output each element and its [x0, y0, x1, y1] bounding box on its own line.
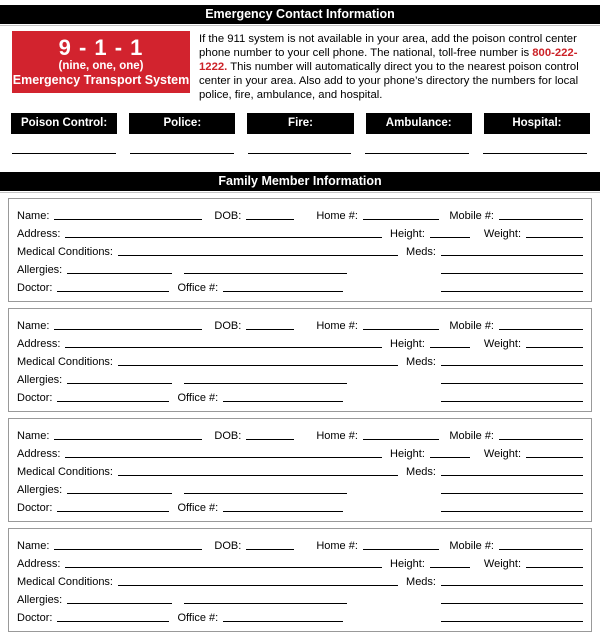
- allergies-continued-line[interactable]: [184, 603, 347, 604]
- meds-label: Meds:: [406, 246, 436, 258]
- address-row: [17, 442, 583, 460]
- medical-conditions-field-line[interactable]: [118, 255, 398, 256]
- home-phone-label: Home #:: [316, 210, 358, 222]
- doctor-label: Doctor:: [17, 392, 53, 404]
- meds-field-line[interactable]: [441, 365, 583, 366]
- mobile-phone-field-line[interactable]: [499, 219, 583, 220]
- height-label: Height:: [390, 558, 425, 570]
- meds-continued-line-2[interactable]: [441, 291, 583, 292]
- intro-section: [12, 31, 589, 102]
- allergies-field-line[interactable]: [67, 603, 172, 604]
- instructions-text-after: This number will automatically direct you to the nearest poison control center in your area. Also add to your phone’s directory the numbers for local police, fire, ambulance, and hospital.: [199, 61, 579, 101]
- 911-emergency-box: [12, 31, 190, 93]
- mobile-phone-field-line[interactable]: [499, 439, 583, 440]
- allergies-row: [17, 588, 583, 606]
- ambulance-number-line[interactable]: [365, 134, 469, 154]
- medical-conditions-field-line[interactable]: [118, 365, 398, 366]
- meds-field-line[interactable]: [441, 585, 583, 586]
- name-label: Name:: [17, 210, 50, 222]
- emergency-contacts-blank-lines: [12, 134, 587, 154]
- fire-label-box: Fire:: [247, 113, 353, 134]
- emergency-contact-header-title: Emergency Contact Information: [205, 7, 395, 21]
- instructions-text-before: If the 911 system is not available in your area, add the poison control center phone number to your cell phone. The national, toll-free number is: [199, 33, 577, 59]
- medical-conditions-label: Medical Conditions:: [17, 356, 113, 368]
- office-phone-field-line[interactable]: [223, 291, 343, 292]
- home-phone-label: Home #:: [316, 540, 358, 552]
- home-phone-field-line[interactable]: [363, 219, 439, 220]
- dob-field-line[interactable]: [246, 329, 294, 330]
- address-row: [17, 332, 583, 350]
- allergies-label: Allergies:: [17, 374, 63, 386]
- weight-field-line[interactable]: [526, 457, 583, 458]
- medical-conditions-label: Medical Conditions:: [17, 466, 113, 478]
- meds-label: Meds:: [406, 576, 436, 588]
- medical-conditions-row: [17, 350, 583, 368]
- mobile-phone-label: Mobile #:: [449, 210, 494, 222]
- name-field-line[interactable]: [54, 219, 202, 220]
- medical-conditions-label: Medical Conditions:: [17, 246, 113, 258]
- emergency-contacts-labels: [11, 113, 590, 134]
- 911-number: 9 - 1 - 1: [58, 35, 144, 60]
- mobile-phone-label: Mobile #:: [449, 320, 494, 332]
- doctor-field-line[interactable]: [57, 511, 169, 512]
- home-phone-field-line[interactable]: [363, 549, 439, 550]
- name-field-line[interactable]: [54, 549, 202, 550]
- allergies-continued-line[interactable]: [184, 273, 347, 274]
- meds-field-line[interactable]: [441, 475, 583, 476]
- mobile-phone-label: Mobile #:: [449, 430, 494, 442]
- police-label-box: Police:: [129, 113, 235, 134]
- weight-label: Weight:: [483, 228, 521, 240]
- weight-label: Weight:: [483, 558, 521, 570]
- hospital-label-box: Hospital:: [484, 113, 590, 134]
- allergies-label: Allergies:: [17, 484, 63, 496]
- police-number-line[interactable]: [130, 134, 234, 154]
- office-phone-field-line[interactable]: [223, 511, 343, 512]
- ambulance-label-box: Ambulance:: [366, 113, 472, 134]
- home-phone-label: Home #:: [316, 320, 358, 332]
- address-field-line[interactable]: [65, 347, 382, 348]
- address-label: Address:: [17, 448, 61, 460]
- fire-number-line[interactable]: [248, 134, 352, 154]
- doctor-label: Doctor:: [17, 612, 53, 624]
- home-phone-field-line[interactable]: [363, 439, 439, 440]
- medical-conditions-field-line[interactable]: [118, 475, 398, 476]
- family-member-header: [0, 172, 600, 192]
- doctor-label: Doctor:: [17, 282, 53, 294]
- weight-label: Weight:: [483, 338, 521, 350]
- poison-control-label-box: Poison Control:: [11, 113, 117, 134]
- height-label: Height:: [390, 448, 425, 460]
- weight-field-line[interactable]: [526, 237, 583, 238]
- meds-continued-line[interactable]: [441, 383, 583, 384]
- family-member-block: [8, 418, 592, 522]
- address-row: [17, 552, 583, 570]
- emergency-contact-header: [0, 5, 600, 25]
- 911-pronunciation: (nine, one, one): [58, 60, 144, 72]
- doctor-row: [17, 606, 583, 624]
- weight-label: Weight:: [483, 448, 521, 460]
- meds-field-line[interactable]: [441, 255, 583, 256]
- name-label: Name:: [17, 320, 50, 332]
- name-field-line[interactable]: [54, 439, 202, 440]
- allergies-label: Allergies:: [17, 594, 63, 606]
- height-field-line[interactable]: [430, 457, 470, 458]
- height-field-line[interactable]: [430, 567, 470, 568]
- home-phone-label: Home #:: [316, 430, 358, 442]
- office-phone-field-line[interactable]: [223, 401, 343, 402]
- name-row: [17, 534, 583, 552]
- dob-label: DOB:: [214, 210, 242, 222]
- height-field-line[interactable]: [430, 237, 470, 238]
- allergies-row: [17, 478, 583, 496]
- dob-field-line[interactable]: [246, 549, 294, 550]
- meds-continued-line[interactable]: [441, 603, 583, 604]
- address-field-line[interactable]: [65, 567, 382, 568]
- allergies-label: Allergies:: [17, 264, 63, 276]
- allergies-field-line[interactable]: [67, 493, 172, 494]
- allergies-field-line[interactable]: [67, 383, 172, 384]
- dob-label: DOB:: [214, 320, 242, 332]
- address-field-line[interactable]: [65, 237, 382, 238]
- poison-control-instructions: [190, 31, 589, 102]
- office-phone-label: Office #:: [177, 502, 219, 514]
- height-field-line[interactable]: [430, 347, 470, 348]
- doctor-row: [17, 276, 583, 294]
- family-member-header-title: Family Member Information: [218, 174, 382, 188]
- name-label: Name:: [17, 540, 50, 552]
- doctor-row: [17, 386, 583, 404]
- dob-field-line[interactable]: [246, 219, 294, 220]
- 911-system-label: Emergency Transport System: [12, 73, 190, 87]
- poison-control-phone-number: 800-222-1222.: [199, 47, 578, 73]
- weight-field-line[interactable]: [526, 347, 583, 348]
- height-label: Height:: [390, 228, 425, 240]
- meds-continued-line-2[interactable]: [441, 511, 583, 512]
- meds-label: Meds:: [406, 356, 436, 368]
- meds-continued-line-2[interactable]: [441, 401, 583, 402]
- medical-conditions-row: [17, 240, 583, 258]
- home-phone-field-line[interactable]: [363, 329, 439, 330]
- office-phone-label: Office #:: [177, 392, 219, 404]
- address-field-line[interactable]: [65, 457, 382, 458]
- dob-label: DOB:: [214, 540, 242, 552]
- address-label: Address:: [17, 338, 61, 350]
- allergies-continued-line[interactable]: [184, 383, 347, 384]
- meds-continued-line[interactable]: [441, 493, 583, 494]
- medical-conditions-row: [17, 460, 583, 478]
- allergies-row: [17, 258, 583, 276]
- meds-continued-line-2[interactable]: [441, 621, 583, 622]
- doctor-field-line[interactable]: [57, 621, 169, 622]
- meds-continued-line[interactable]: [441, 273, 583, 274]
- dob-field-line[interactable]: [246, 439, 294, 440]
- hospital-number-line[interactable]: [483, 134, 587, 154]
- name-label: Name:: [17, 430, 50, 442]
- doctor-row: [17, 496, 583, 514]
- allergies-continued-line[interactable]: [184, 493, 347, 494]
- address-label: Address:: [17, 558, 61, 570]
- meds-label: Meds:: [406, 466, 436, 478]
- medical-conditions-label: Medical Conditions:: [17, 576, 113, 588]
- name-row: [17, 314, 583, 332]
- medical-conditions-row: [17, 570, 583, 588]
- dob-label: DOB:: [214, 430, 242, 442]
- height-label: Height:: [390, 338, 425, 350]
- name-row: [17, 204, 583, 222]
- address-row: [17, 222, 583, 240]
- doctor-field-line[interactable]: [57, 291, 169, 292]
- mobile-phone-label: Mobile #:: [449, 540, 494, 552]
- doctor-label: Doctor:: [17, 502, 53, 514]
- weight-field-line[interactable]: [526, 567, 583, 568]
- office-phone-label: Office #:: [177, 282, 219, 294]
- address-label: Address:: [17, 228, 61, 240]
- allergies-row: [17, 368, 583, 386]
- family-member-block: [8, 528, 592, 632]
- family-members: [0, 198, 600, 632]
- office-phone-label: Office #:: [177, 612, 219, 624]
- family-member-block: [8, 308, 592, 412]
- office-phone-field-line[interactable]: [223, 621, 343, 622]
- medical-conditions-field-line[interactable]: [118, 585, 398, 586]
- allergies-field-line[interactable]: [67, 273, 172, 274]
- poison-control-number-line[interactable]: [12, 134, 116, 154]
- family-member-block: [8, 198, 592, 302]
- name-row: [17, 424, 583, 442]
- mobile-phone-field-line[interactable]: [499, 329, 583, 330]
- doctor-field-line[interactable]: [57, 401, 169, 402]
- mobile-phone-field-line[interactable]: [499, 549, 583, 550]
- name-field-line[interactable]: [54, 329, 202, 330]
